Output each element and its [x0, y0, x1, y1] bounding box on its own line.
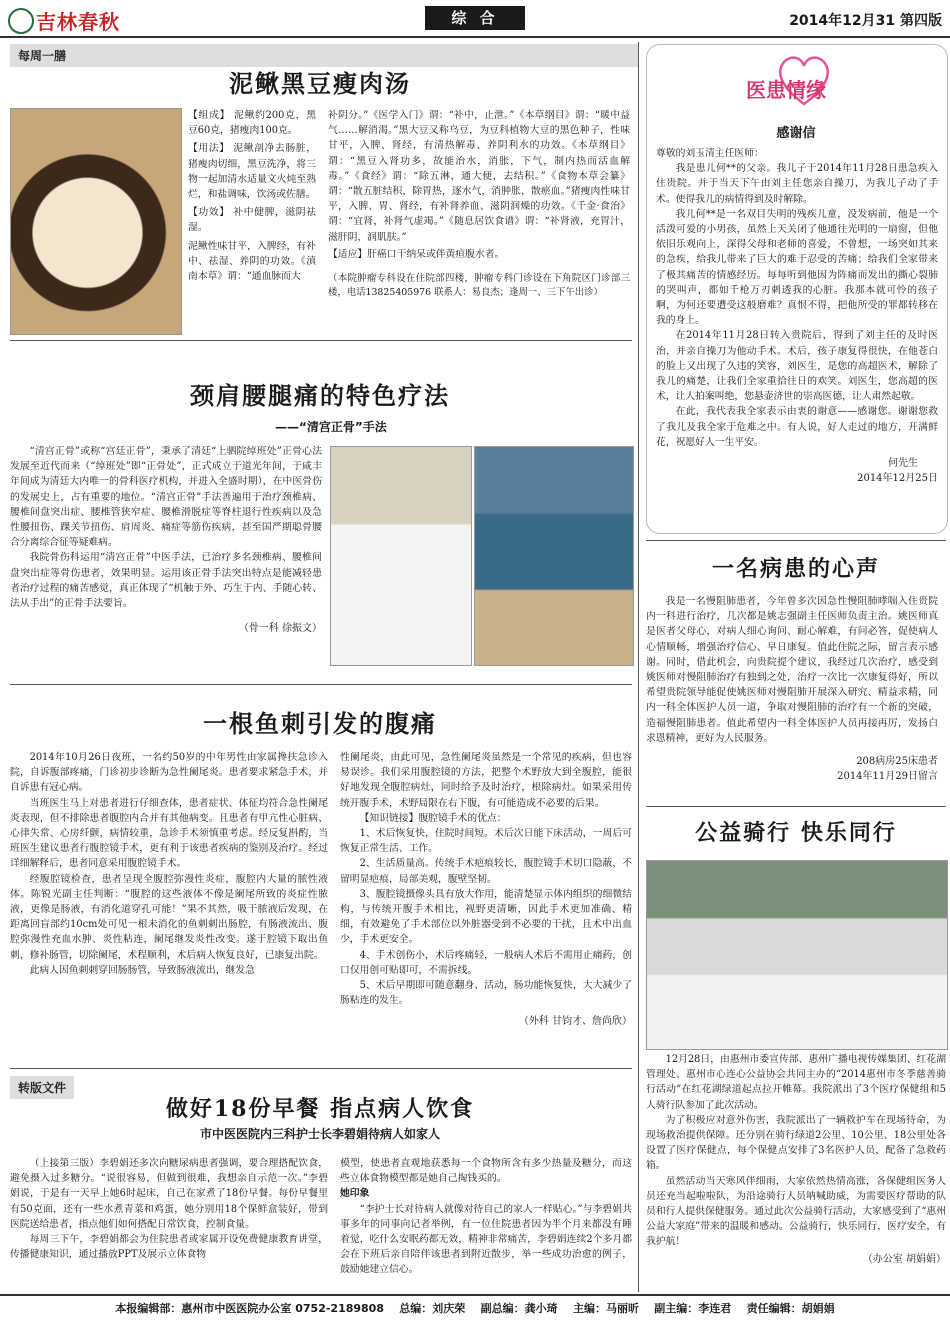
- fishbone-col2: [340, 750, 632, 1027]
- thanks-sig-name: 何先生: [888, 458, 918, 470]
- voice-text: [646, 594, 938, 782]
- recipe-photo: [10, 108, 182, 335]
- recipe-indication: 【适应】肝癌口干纳呆或伴黄疸腹水者。: [328, 248, 505, 260]
- thanks-p1: 我是患儿何**的父亲。我儿子于2014年11月28日患急疾入住贵院。并于当天下午由刘主任您亲自操刀，为我儿子动了手术。使得我儿的病情得到及时解除。: [656, 163, 938, 205]
- cycling-photo: [646, 860, 948, 1050]
- recipe-col2: [328, 108, 630, 300]
- voice-sig-date: 2014年11月29日留言: [837, 771, 938, 783]
- recipe-col1: [188, 108, 316, 284]
- neck-text: [10, 444, 322, 634]
- breakfast-tag: 转版文件: [10, 1076, 74, 1099]
- neck-subtitle: ——“清宫正骨”手法: [275, 420, 387, 434]
- fishbone-p3: 经腹腔镜检查，患者呈现全腹腔弥漫性炎症，腹腔内大量的脓性液体。陈锐光副主任判断：“腹腔的这些液体不像是阑尾所致的炎症性脓液，更像是肠液，有消化道穿孔可能！”果不其然，吸干脓液后发现，在距离回盲部约10cm处可见一根未消化的鱼刺刺出肠腔，有肠液流出、腹腔弥漫性充血水肿、炎性粘连，阑尾继发炎性改变。遂于腔镜下取出鱼刺，修补肠管，切除阑尾，术程顺利，术后病人恢复良好，已康复出院。: [10, 873, 328, 961]
- recipe-effect: 【功效】 补中健脾，滋阴祛湿。: [188, 207, 316, 234]
- breakfast-col1: [10, 1156, 328, 1262]
- fishbone-link-title: 【知识链接】腹腔镜手术的优点：: [359, 812, 507, 824]
- neck-para1: “清宫正骨”或称“宫廷正骨”，秉承了清廷“上驷院绰班处”正骨心法发展至近代而来（“绰班处”即“正骨处”，正式成立于道光年间，于咸丰年间成为清廷大内唯一的骨科医疗机构，并进入全盛时期），在中医骨伤的发展史上，占有重要的地位。“清宫正骨”手法善遍用于治疗颈椎病、腰椎间盘突出症、腰椎管狭窄症、腰椎滑脱症等脊柱退行性疾病以及急性腰扭伤、踝关节扭伤、肩周炎、痛症等筋伤疾病，甚至国严期聪骨腰合分离综合征等疑难病。: [10, 446, 322, 549]
- cycling-p1: 12月28日，由惠州市委宣传部、惠州广播电视传媒集团、红花湖管理处、惠州市心连心公益协会共同主办的“2014惠州市冬季慈善骑行活动”在红花湖绿道起点拉开帷幕。我院派出了3个医疗保健组和5人骑行队参加了此次活动。: [646, 1054, 946, 1111]
- divider-1: [10, 340, 632, 341]
- fishbone-point-1: 1、术后恢复快，住院时间短。术后次日能下床活动，一周后可恢复正常生活、工作。: [340, 828, 632, 855]
- recipe-composition: 【组成】 泥鳅约200克，黑豆60克，猪瘦肉100克。: [188, 110, 316, 137]
- cycling-title: 公益骑行 快乐同行: [695, 820, 897, 846]
- neck-photo-2: [474, 446, 634, 666]
- masthead-rule: [0, 36, 950, 38]
- recipe-usage: 【用法】 泥鳅剖净去肠脏，猪瘦肉切细，黑豆洗净，将三物一起加清水适量文火炖至熟烂，和盐调味，饮汤或佐膳。: [188, 143, 316, 201]
- recipe-note: （本院肿瘤专科设在住院部四楼，肿瘤专科门诊设在下角院区门诊部三楼，电话13825405976 联系人：易良杰；逢周一、三下午出诊）: [328, 273, 630, 299]
- section-name: 综 合: [425, 6, 525, 30]
- divider-3: [10, 1068, 632, 1069]
- recipe-tag: 每周一膳: [10, 44, 638, 67]
- breakfast-p3: 模型，使患者直观地获悉每一个食物所含有多少热量及糖分，而这些立体食物模型都是她自己掏钱买的。: [340, 1158, 632, 1185]
- thanks-p4: 在此，我代表我全家表示由衷的谢意——感谢您。谢谢您救了我儿及我全家于危难之中。有人说，好人走过的地方，开满鲜花，祝愿好人一生平安。: [656, 406, 938, 448]
- fishbone-point-3: 3、腹腔镜摄像头具有放大作用，能清楚显示体内组织的细微结构，与传统开腹手术相比，视野更清晰，因此手术更加准确、精细，有效避免了手术部位以外脏器受到不必要的干扰，且术中出血少，手术更安全。: [340, 888, 632, 946]
- thanks-p2: 我儿何**是一名双目失明的残疾儿童，没发病前，他是一个活泼可爱的小男孩，虽然上天关闭了他通往光明的一扇窗，但他依旧乐观向上，深得父母和老师的喜爱，不曾想，一场突如其来的急疾，给我儿带来了巨大的难于忍受的苦痛；给我们全家带来了极其痛苦的情感经历。每每听到他因为阵痛而发出的撕心裂肺的哭叫声，都如千枪万刃刺透我的心脏。我那本就可怜的孩子啊，为何还要遭受这般磨难？真恨不得，把他所受的罪都转移在我的身上。: [656, 208, 938, 327]
- fishbone-point-5: 5、术后早期即可随意翻身、活动，肠功能恢复快，大大减少了肠粘连的发生。: [340, 980, 632, 1007]
- neck-para2: 我院骨伤科运用“清宫正骨”中医手法，已治疗多名颈椎病、腰椎间盘突出症等骨伤患者，效果明显。运用该正骨手法突出特点是能减轻患者治疗过程的痛苦感觉，真正体现了“机触于外、巧生于内、手随心转、法从手出”的正骨手法要旨。: [10, 552, 322, 610]
- breakfast-p2: 每周三下午，李碧娟都会为住院患者或家属开设免费健康教育讲堂，传播健康知识，通过播放PPT及展示立体食物: [10, 1234, 328, 1261]
- fishbone-p1: 2014年10月26日夜班，一名约50岁的中年男性由家属搀扶急诊入院，自诉腹部疼痛，门诊初步诊断为急性阑尾炎。患者要求紧急手术，并自诉患有冠心病。: [10, 752, 328, 794]
- neck-sig: （骨一科 徐振文）: [238, 623, 322, 635]
- column-divider: [638, 42, 639, 1292]
- cycling-text: [646, 1052, 946, 1265]
- fishbone-col1: [10, 750, 328, 978]
- thanks-sig-date: 2014年12月25日: [857, 473, 938, 485]
- recipe-text: 补阴分。”《医学入门》谓：“补中，止泄。”《本草纲目》谓：“暖中益气……解消渴。”黑大豆又称乌豆，为豆科植物大豆的黑色种子，性味甘平，入脾、肾经，有清热解毒、养阴利水的功效。《本草纲目》谓：“黑豆入肾功多，故能治水，消胀，下气，制内热而活血解毒。”《食经》谓：“除五淋，通大便，去结积。”《食物本草会纂》谓：“散五脏结积，除胃热，逐水气，消肿胀，散瘀血。”猪瘦肉性味甘平，入脾、胃、肾经，有补肾养血、滋阴润燥的功效。《千金·食治》谓：“宜肾，补肾气虚竭。”《随息居饮食谱》谓：“补肾液，充胃汁，滋肝阴，润肌肤。”: [328, 110, 630, 243]
- breakfast-p4: “李护士长对待病人就像对待自己的家人一样贴心。”与李碧娟共事多年的同事向记者举例，有一位住院患者因为半个月来都没有睡着觉，吃什么安眠药都无效，精神非常痛苦，李碧娟连续2个多月都会在下班后亲自陪伴该患者到附近散步，举一些成功治愈的例子，鼓励她建立信心。: [340, 1203, 632, 1276]
- voice-p1: 我是一名慢阻肺患者，今年曾多次因急性慢阻肺哮喘入住贵院内一科进行治疗，几次都是姚志强副主任医师负责主治。姚医师真是医者父母心，对病人细心询问、耐心解难，有问必答，促使病人心情顺畅，增强治疗信心、早日康复。值此住院之际，留言表示感谢。同时，借此机会，向贵院提个建议，我经过几次治疗，感受到姚医师对慢阻肺治疗有独到之处，治疗一次比一次康复得好，所以希望贵院领导能促使姚医师对慢阻肺开展深入研究、精益求精，同内一科全体医护人员一道，争取对慢阻肺的治疗有一个新的突破，造福慢阻肺患者。值此希望内一科全体医护人员再接再厉，发扬白求恩精神，更好为人民服务。: [646, 596, 938, 744]
- neck-photo-1: [330, 446, 472, 666]
- divider-2: [10, 684, 632, 685]
- thanks-salute: 尊敬的刘玉清主任医师：: [656, 148, 764, 159]
- fishbone-p2: 当班医生马上对患者进行仔细查体，患者症状、体征均符合急性阑尾炎表现，但不排除患者腹腔内合并有其他病变。且患者有甲亢性心脏病、心律失常、心房纤颤，病情较重，急诊手术须慎重考虑。经反复斟酌，当班医生建议患者行腹腔镜手术，更有利于该患者疾病的鉴别及治疗。经过详细解释后，患者同意采用腹腔镜手术。: [10, 797, 328, 870]
- neck-title: 颈肩腰腿痛的特色疗法: [190, 381, 450, 410]
- voice-title: 一名病患的心声: [711, 556, 880, 582]
- divider-5: [646, 806, 946, 807]
- fishbone-p5: 性阑尾炎，由此可见，急性阑尾炎虽然是一个常见的疾病，但也容易误诊。我们采用腹腔镜的方法，把整个术野放大到全腹腔，能很好地发现全腹腔病灶，同时给予及时治疗，根除病灶。如果采用传统开腹手术，术野局限在右下腹，有可能造成不必要的后果。: [340, 752, 632, 809]
- masthead: [0, 0, 950, 36]
- breakfast-subhead: 她印象: [340, 1188, 370, 1200]
- fishbone-sig: （外科 甘钧才、詹尚欣）: [518, 1016, 632, 1028]
- thanks-title: 感谢信: [776, 126, 816, 141]
- voice-sig-name: 208病房25床患者: [856, 756, 938, 768]
- cycling-sig: （办公室 胡娟娟）: [862, 1253, 946, 1265]
- fishbone-point-2: 2、生活质量高。传统手术疤痕较长，腹腔镜手术切口隐蔽，不留明显疤痕，局部美观，腹壁坚韧。: [340, 858, 632, 885]
- recipe-explain: 泥鳅性味甘平，入脾经，有补中、祛湿、养阴的功效。《滇南本草》谓：“通血脉而大: [188, 240, 316, 283]
- fishbone-title: 一根鱼刺引发的腹痛: [203, 709, 437, 738]
- fishbone-p4: 此病人因鱼刺刺穿回肠肠管，导致肠液流出，继发急: [29, 964, 255, 976]
- logo-text: 吉林春秋: [36, 10, 120, 34]
- recipe-title: 泥鳅黑豆瘦肉汤: [229, 69, 411, 98]
- cycling-p3: 虽然活动当天寒风伴细雨，大家依然热情高涨，各保健组医务人员还充当起啦啦队，为沿途骑行人员呐喊助威，为需要医疗帮助的队员和行人提供保健服务。通过此次公益骑行活动，大家感受到了“惠州公益大家庭”带来的温暖和感动。公益骑行，快乐同行，医疗安全，有我护航！: [646, 1175, 946, 1248]
- logo-icon: [8, 8, 34, 34]
- footer-rule: [0, 1294, 950, 1296]
- fishbone-point-4: 4、手术创伤小，术后疼痛轻，一般病人术后不需用止痛药，创口仅用创可贴即可，不需拆线。: [340, 949, 632, 976]
- divider-4: [646, 540, 946, 541]
- thanks-p3: 在2014年11月28日转入贵院后，得到了刘主任的及时医治，并亲自操刀为他动手术。术后，孩子康复得很快，在他苍白的脸上又出现了久违的笑容，刘医生，是您的高超医术，解除了我儿的痛楚，让我们全家重拾往日的欢笑。刘医生，您高超的医术，让人拍案叫绝，您悬壶济世的崇高医德，让人肃然起敬。: [656, 330, 938, 403]
- breakfast-title: 做好18份早餐 指点病人饮食: [165, 1096, 475, 1122]
- breakfast-col2: [340, 1156, 632, 1278]
- breakfast-subtitle: 市中医医院内三科护士长李碧娟待病人如家人: [199, 1127, 440, 1141]
- thanks-text: [656, 146, 938, 484]
- footer-text: 本报编辑部：惠州市中医医院办公室 0752-2189808 总编：刘庆荣 副总编：龚小琦 主编：马丽昕 副主编：李连君 责任编辑：胡娟娟: [115, 1302, 835, 1315]
- date-page: 2014年12月31 第四版: [789, 13, 942, 29]
- thanks-tag: 医患情缘: [746, 78, 826, 102]
- cycling-p2: 为了积极应对意外伤害，我院派出了一辆救护车在现场待命，为现场救治提供保障。还分别在骑行绿道2公里、10公里、18公里处各设置了医疗保健点，每个保健点安排了3名医护人员，配备了急救药箱。: [646, 1114, 946, 1172]
- breakfast-p1: （上接第三版）李碧娟还多次向糖尿病患者强调，要合理搭配饮食，避免摄入过多糖分。“说很容易，但做到很难，我想亲自示范一次。”李碧娟说，于是有一天早上她6时起床，自己在家煮了18份早餐。每份早餐里有50克面，还有一些水煮青菜和鸡蛋，她分别用18个保鲜盒装好，带到医院送给患者，指点他们如何搭配日常饮食，控制食量。: [10, 1158, 328, 1230]
